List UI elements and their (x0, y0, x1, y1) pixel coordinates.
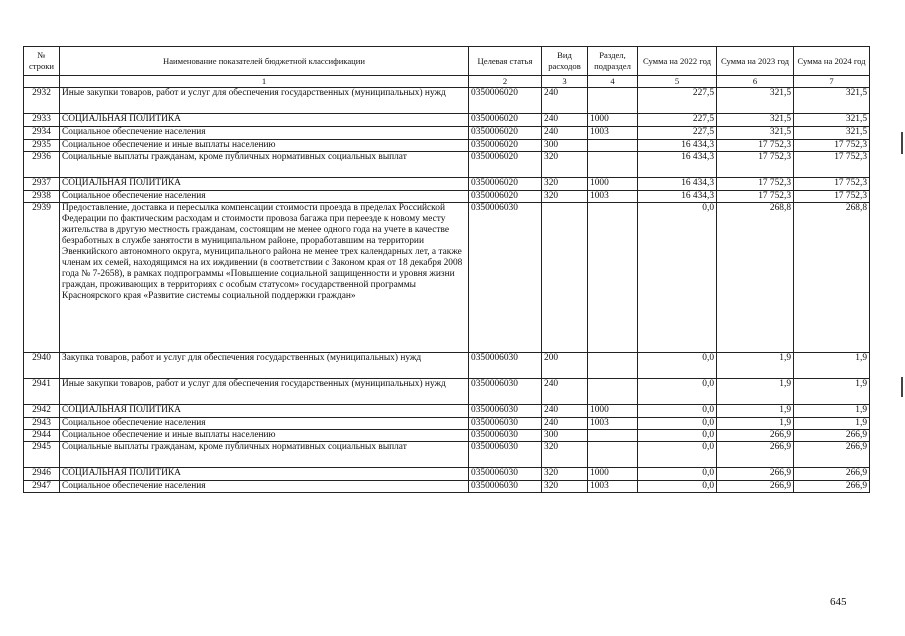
section-code (588, 203, 638, 353)
section-code: 1000 (588, 405, 638, 418)
indicator-name: Социальное обеспечение населения (60, 418, 469, 430)
sum-2024: 1,9 (794, 418, 870, 430)
row-number: 2945 (24, 442, 60, 468)
section-code (588, 442, 638, 468)
indicator-name: Социальные выплаты гражданам, кроме публичных нормативных социальных выплат (60, 442, 469, 468)
column-number: 6 (717, 76, 794, 88)
target-article: 0350006030 (469, 418, 542, 430)
sum-2024: 1,9 (794, 405, 870, 418)
expense-type: 240 (542, 379, 588, 405)
section-code (588, 430, 638, 442)
sum-2024: 321,5 (794, 114, 870, 127)
indicator-name: Социальное обеспечение населения (60, 481, 469, 493)
sum-2022: 16 434,3 (638, 178, 717, 191)
expense-type: 320 (542, 468, 588, 481)
target-article: 0350006030 (469, 442, 542, 468)
section-code: 1003 (588, 191, 638, 203)
table-row (24, 442, 870, 468)
sum-2022: 0,0 (638, 379, 717, 405)
sum-2023: 266,9 (717, 430, 794, 442)
indicator-name: Социальное обеспечение населения (60, 127, 469, 140)
expense-type: 320 (542, 152, 588, 178)
table-row (24, 430, 870, 442)
header-expense-type: Вид расходов (542, 47, 588, 76)
sum-2022: 0,0 (638, 353, 717, 379)
column-number: 1 (60, 76, 469, 88)
expense-type: 320 (542, 481, 588, 493)
row-number: 2935 (24, 140, 60, 152)
indicator-name: СОЦИАЛЬНАЯ ПОЛИТИКА (60, 468, 469, 481)
sum-2022: 0,0 (638, 468, 717, 481)
sum-2022: 0,0 (638, 430, 717, 442)
sum-2023: 268,8 (717, 203, 794, 353)
sum-2023: 266,9 (717, 481, 794, 493)
header-row-number: № строки (24, 47, 60, 76)
target-article: 0350006030 (469, 468, 542, 481)
column-number: 3 (542, 76, 588, 88)
target-article: 0350006020 (469, 114, 542, 127)
target-article: 0350006020 (469, 191, 542, 203)
section-code (588, 379, 638, 405)
column-number: 5 (638, 76, 717, 88)
row-number: 2932 (24, 88, 60, 114)
column-number: 2 (469, 76, 542, 88)
sum-2022: 227,5 (638, 88, 717, 114)
target-article: 0350006020 (469, 140, 542, 152)
expense-type: 240 (542, 114, 588, 127)
sum-2024: 266,9 (794, 481, 870, 493)
section-code: 1000 (588, 114, 638, 127)
sum-2024: 266,9 (794, 468, 870, 481)
sum-2023: 1,9 (717, 353, 794, 379)
sum-2024: 17 752,3 (794, 152, 870, 178)
target-article: 0350006020 (469, 127, 542, 140)
expense-type (542, 203, 588, 353)
sum-2024: 268,8 (794, 203, 870, 353)
table-row (24, 178, 870, 191)
indicator-name: СОЦИАЛЬНАЯ ПОЛИТИКА (60, 114, 469, 127)
table-row (24, 379, 870, 405)
expense-type: 320 (542, 442, 588, 468)
expense-type: 300 (542, 140, 588, 152)
column-number (24, 76, 60, 88)
expense-type: 320 (542, 178, 588, 191)
target-article: 0350006030 (469, 353, 542, 379)
header-section: Раздел, подраздел (588, 47, 638, 76)
indicator-name: Закупка товаров, работ и услуг для обеспечения государственных (муниципальных) нужд (60, 353, 469, 379)
expense-type: 200 (542, 353, 588, 379)
page-number: 645 (830, 596, 847, 608)
sum-2022: 0,0 (638, 203, 717, 353)
sum-2024: 17 752,3 (794, 191, 870, 203)
target-article: 0350006020 (469, 178, 542, 191)
indicator-name: СОЦИАЛЬНАЯ ПОЛИТИКА (60, 178, 469, 191)
row-number: 2946 (24, 468, 60, 481)
section-code (588, 353, 638, 379)
indicator-name: Социальное обеспечение населения (60, 191, 469, 203)
sum-2023: 1,9 (717, 405, 794, 418)
indicator-name: Социальное обеспечение и иные выплаты населению (60, 430, 469, 442)
table-header-row (24, 47, 870, 76)
sum-2023: 266,9 (717, 468, 794, 481)
section-code (588, 140, 638, 152)
sum-2024: 321,5 (794, 88, 870, 114)
header-sum-2022: Сумма на 2022 год (638, 47, 717, 76)
row-number: 2937 (24, 178, 60, 191)
row-number: 2933 (24, 114, 60, 127)
sum-2022: 0,0 (638, 481, 717, 493)
row-number: 2947 (24, 481, 60, 493)
sum-2022: 0,0 (638, 405, 717, 418)
sum-2024: 17 752,3 (794, 140, 870, 152)
sum-2022: 16 434,3 (638, 191, 717, 203)
table-row (24, 140, 870, 152)
column-number-row (24, 76, 870, 88)
column-number: 7 (794, 76, 870, 88)
sum-2022: 227,5 (638, 114, 717, 127)
sum-2022: 0,0 (638, 418, 717, 430)
section-code: 1000 (588, 178, 638, 191)
table-row (24, 405, 870, 418)
table-row (24, 203, 870, 353)
target-article: 0350006030 (469, 203, 542, 353)
sum-2022: 0,0 (638, 442, 717, 468)
target-article: 0350006030 (469, 481, 542, 493)
section-code: 1003 (588, 481, 638, 493)
sum-2023: 266,9 (717, 442, 794, 468)
scan-edge-mark (901, 377, 903, 397)
indicator-name: СОЦИАЛЬНАЯ ПОЛИТИКА (60, 405, 469, 418)
table-row (24, 88, 870, 114)
column-number: 4 (588, 76, 638, 88)
indicator-name: Иные закупки товаров, работ и услуг для обеспечения государственных (муниципальных) нужд (60, 88, 469, 114)
indicator-name: Предоставление, доставка и пересылка компенсации стоимости проезда в пределах Российской Федерации по фактическим расходам и стоимости провоза багажа при переезде к новому месту жительства в другую местность гражданам, состоящим не менее одного года на учете в качестве безработных в службе занятости в муниципальном районе, проработавшим на территории Эвенкийского автономного округа, муниципального района не менее трех календарных лет, а также членам их семей, находящимся на их иждивении (в соответствии с Законом края от 18 декабря 2008 года № 7-2658), в рамках подпрограммы «Повышение социальной защищенности и уровня жизни граждан, проживающих в территориях с особым статусом» государственной программы Красноярского края «Развитие системы социальной поддержки граждан» (60, 203, 469, 353)
expense-type: 240 (542, 405, 588, 418)
sum-2023: 17 752,3 (717, 140, 794, 152)
expense-type: 240 (542, 418, 588, 430)
table-row (24, 152, 870, 178)
sum-2023: 1,9 (717, 379, 794, 405)
section-code: 1003 (588, 127, 638, 140)
row-number: 2943 (24, 418, 60, 430)
target-article: 0350006020 (469, 88, 542, 114)
sum-2023: 1,9 (717, 418, 794, 430)
sum-2023: 17 752,3 (717, 152, 794, 178)
section-code (588, 88, 638, 114)
expense-type: 240 (542, 88, 588, 114)
header-sum-2024: Сумма на 2024 год (794, 47, 870, 76)
indicator-name: Иные закупки товаров, работ и услуг для обеспечения государственных (муниципальных) нужд (60, 379, 469, 405)
sum-2023: 17 752,3 (717, 191, 794, 203)
sum-2022: 227,5 (638, 127, 717, 140)
sum-2024: 17 752,3 (794, 178, 870, 191)
row-number: 2938 (24, 191, 60, 203)
sum-2023: 321,5 (717, 127, 794, 140)
target-article: 0350006030 (469, 405, 542, 418)
table-row (24, 114, 870, 127)
sum-2022: 16 434,3 (638, 140, 717, 152)
row-number: 2942 (24, 405, 60, 418)
section-code: 1000 (588, 468, 638, 481)
row-number: 2944 (24, 430, 60, 442)
table-body (24, 88, 870, 493)
table-row (24, 481, 870, 493)
row-number: 2934 (24, 127, 60, 140)
table-row (24, 191, 870, 203)
indicator-name: Социальное обеспечение и иные выплаты населению (60, 140, 469, 152)
section-code: 1003 (588, 418, 638, 430)
sum-2022: 16 434,3 (638, 152, 717, 178)
sum-2023: 321,5 (717, 114, 794, 127)
table-row (24, 468, 870, 481)
header-sum-2023: Сумма на 2023 год (717, 47, 794, 76)
target-article: 0350006030 (469, 379, 542, 405)
header-indicator-name: Наименование показателей бюджетной классификации (60, 47, 469, 76)
sum-2024: 321,5 (794, 127, 870, 140)
budget-table (23, 46, 870, 493)
row-number: 2940 (24, 353, 60, 379)
scan-edge-mark (901, 132, 903, 154)
header-target-article: Целевая статья (469, 47, 542, 76)
sum-2023: 321,5 (717, 88, 794, 114)
section-code (588, 152, 638, 178)
sum-2024: 1,9 (794, 379, 870, 405)
sum-2024: 1,9 (794, 353, 870, 379)
target-article: 0350006020 (469, 152, 542, 178)
target-article: 0350006030 (469, 430, 542, 442)
row-number: 2936 (24, 152, 60, 178)
sum-2024: 266,9 (794, 442, 870, 468)
expense-type: 300 (542, 430, 588, 442)
table-row (24, 353, 870, 379)
sum-2023: 17 752,3 (717, 178, 794, 191)
indicator-name: Социальные выплаты гражданам, кроме публичных нормативных социальных выплат (60, 152, 469, 178)
sum-2024: 266,9 (794, 430, 870, 442)
table-row (24, 127, 870, 140)
row-number: 2941 (24, 379, 60, 405)
row-number: 2939 (24, 203, 60, 353)
table-row (24, 418, 870, 430)
expense-type: 240 (542, 127, 588, 140)
expense-type: 320 (542, 191, 588, 203)
